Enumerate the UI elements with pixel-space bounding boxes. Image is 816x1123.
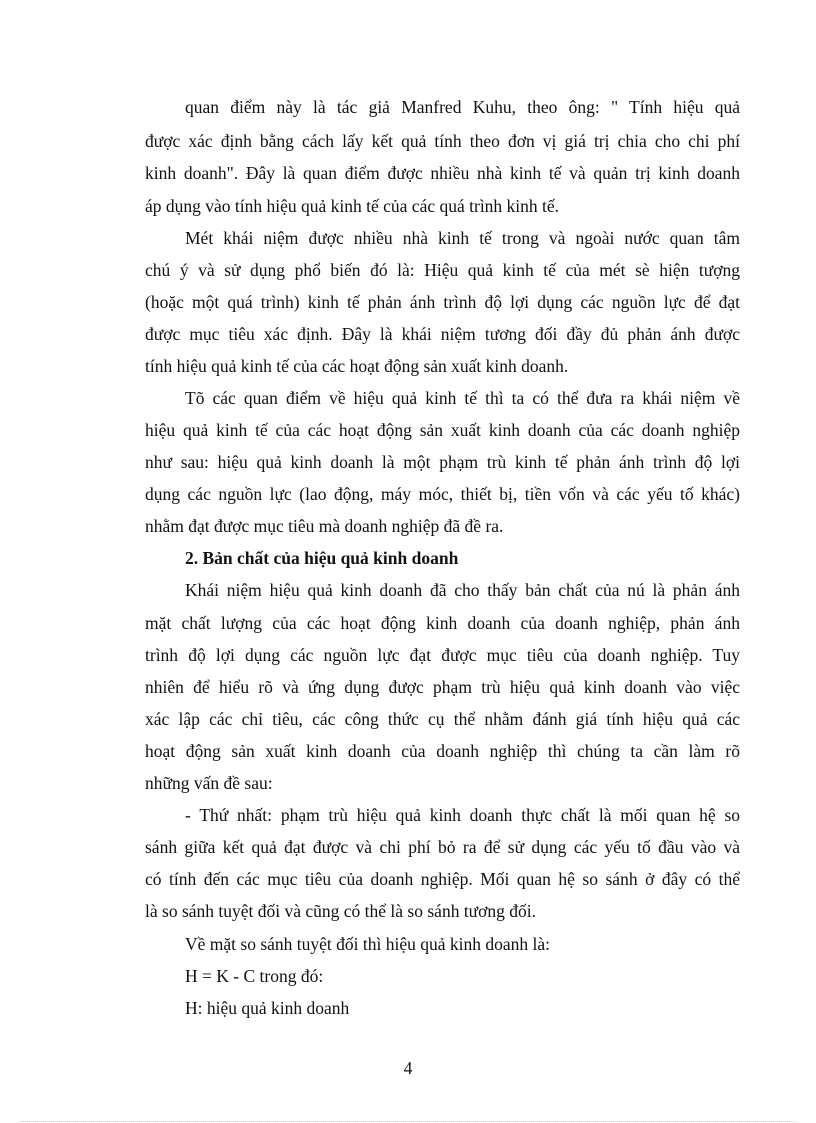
body-line: Mét khái niệm được nhiều nhà kinh tế trong và ngoài nước quan tâm [185, 228, 740, 248]
body-line: mặt chất lượng của các hoạt động kinh doanh của doanh nghiệp, phản ánh [145, 613, 740, 633]
body-line: áp dụng vào tính hiệu quả kinh tế của các quá trình kinh tế. [145, 196, 560, 216]
body-line: xác lập các chỉ tiêu, các công thức cụ thể nhằm đánh giá tính hiệu quả các [145, 709, 740, 729]
body-line: có tính đến các mục tiêu của doanh nghiệp. Mối quan hệ so sánh ở đây có thể [145, 869, 740, 889]
body-line: như sau: hiệu quả kinh doanh là một phạm trù kinh tế phản ánh trình độ lợi [145, 452, 740, 472]
body-line: được xác định bằng cách lấy kết quả tính theo đơn vị giá trị chia cho chi phí [145, 131, 740, 151]
body-line: kinh doanh". Đây là quan điểm được nhiều nhà kinh tế và quản trị kinh doanh [145, 163, 740, 183]
body-line: hoạt động sản xuất kinh doanh của doanh nghiệp thì chúng ta cần làm rõ [145, 741, 740, 761]
body-line: sánh giữa kết quả đạt được và chi phí bỏ ra để sử dụng các yếu tố đầu vào và [145, 837, 740, 857]
page-bottom-rule [20, 1121, 796, 1122]
body-line: là so sánh tuyệt đối và cũng có thể là so sánh tương đối. [145, 901, 537, 921]
body-line: dụng các nguồn lực (lao động, máy móc, thiết bị, tiền vốn và các yếu tố khác) [145, 484, 740, 504]
body-line: (hoặc một quá trình) kinh tế phản ánh trình độ lợi dụng các nguồn lực để đạt [145, 292, 740, 312]
body-line: Khái niệm hiệu quả kinh doanh đã cho thấy bản chất của nú là phản ánh [185, 580, 740, 600]
body-line: nhằm đạt được mục tiêu mà doanh nghiệp đã đề ra. [145, 516, 504, 536]
body-line: tính hiệu quả kinh tế của các hoạt động sản xuất kinh doanh. [145, 356, 569, 376]
body-line: được mục tiêu xác định. Đây là khái niệm tương đối đầy đủ phản ánh được [145, 324, 740, 344]
definition-line: H: hiệu quả kinh doanh [185, 998, 350, 1018]
section-heading: 2. Bản chất của hiệu quả kinh doanh [185, 548, 459, 568]
body-line: - Thứ nhất: phạm trù hiệu quả kinh doanh thực chất là mối quan hệ so [185, 805, 740, 825]
body-line: trình độ lợi dụng các nguồn lực đạt được mục tiêu của doanh nghiệp. Tuy [145, 645, 740, 665]
body-line: nhiên để hiểu rõ và ứng dụng được phạm trù hiệu quả kinh doanh vào việc [145, 677, 740, 697]
body-line: quan điểm này là tác giả Manfred Kuhu, theo ông: " Tính hiệu quả [185, 97, 740, 117]
body-line: chú ý và sử dụng phổ biến đó là: Hiệu quả kinh tế của mét sè hiện tượng [145, 260, 740, 280]
body-line: Về mặt so sánh tuyệt đối thì hiệu quả kinh doanh là: [185, 934, 551, 954]
page-number: 4 [403, 1058, 413, 1078]
body-line: những vấn đề sau: [145, 773, 273, 793]
body-line: Tõ các quan điểm về hiệu quả kinh tế thì ta có thể đưa ra khái niệm về [185, 388, 740, 408]
formula-line: H = K - C trong đó: [185, 966, 324, 986]
body-line: hiệu quả kinh tế của các hoạt động sản xuất kinh doanh của các doanh nghiệp [145, 420, 740, 440]
